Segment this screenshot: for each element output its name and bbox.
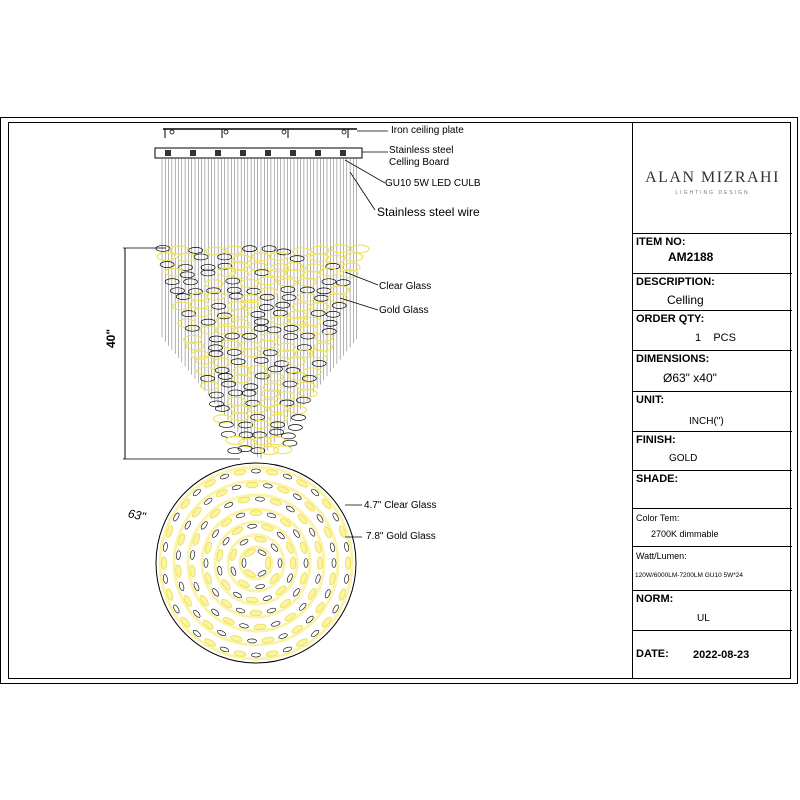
date-label: DATE:: [636, 648, 669, 660]
clear-glass-ring: [212, 303, 226, 309]
clear-glass-ring: [283, 381, 297, 387]
clear-glass-ring: [251, 311, 265, 317]
item-label: ITEM NO:: [636, 236, 686, 248]
clear-glass-ring: [242, 390, 256, 396]
gold-glass-ring: [228, 302, 246, 310]
brand-subtitle: LIGHTING DESIGN: [675, 190, 750, 196]
dimensions-label: DIMENSIONS:: [636, 353, 710, 365]
gold-glass-ring: [258, 277, 276, 285]
clear-glass-ring: [165, 279, 179, 285]
led-bulb: [315, 150, 321, 156]
clear-glass-ring: [288, 424, 302, 430]
led-bulb: [290, 150, 296, 156]
finish-row: [633, 432, 792, 471]
gold-glass-ring: [157, 253, 175, 261]
clear-glass-ring: [201, 270, 215, 276]
gold-glass-label: Gold Glass: [379, 305, 429, 316]
clear-glass-ring: [268, 366, 282, 372]
gold-glass-ring: [300, 326, 318, 334]
watt-value: 120W/6000LM-7200LM GU10 5W*24: [635, 572, 744, 579]
gold-glass-ring: [293, 248, 311, 256]
gold-glass-ring: [311, 303, 329, 311]
clear-glass-ring: [209, 345, 223, 351]
gold-glass-plan: [345, 557, 350, 569]
gold-glass-ring: [287, 358, 305, 366]
gold-glass-ring: [309, 350, 327, 358]
height-dimension-label: 40": [104, 328, 118, 348]
norm-row: [633, 591, 792, 631]
board-label-line2: Celling Board: [389, 157, 450, 168]
led-bulb: [240, 150, 246, 156]
clear-glass-ring: [229, 390, 243, 396]
gold-glass-ring: [251, 420, 269, 428]
gold-glass-ring: [293, 303, 311, 311]
description-label: DESCRIPTION:: [636, 276, 715, 288]
gold-glass-ring: [311, 246, 329, 254]
gold-glass-ring: [303, 317, 321, 325]
clear-glass-ring: [326, 311, 340, 317]
iron-ceiling-plate: [163, 129, 388, 138]
gold-glass-size-label: 7.8" Gold Glass: [366, 531, 436, 542]
norm-label: NORM:: [636, 593, 674, 605]
gold-glass-ring: [345, 253, 363, 261]
clear-glass-ring: [209, 351, 223, 357]
clear-glass-ring: [215, 367, 229, 373]
item-value: AM2188: [668, 250, 714, 264]
gold-glass-plan: [250, 510, 262, 515]
clear-glass-ring: [332, 303, 346, 309]
clear-glass-ring: [227, 287, 241, 293]
gold-glass-ring: [269, 405, 287, 413]
clear-glass-ring: [156, 245, 170, 251]
clear-glass-ring: [207, 288, 221, 294]
clear-glass-ring: [215, 405, 229, 411]
date-row: [633, 631, 792, 679]
gold-glass-ring: [241, 300, 259, 308]
gold-glass-plan: [290, 557, 295, 569]
ceiling-plate-label: Iron ceiling plate: [391, 125, 464, 136]
watt-row: [633, 547, 792, 591]
gold-glass-ring: [201, 382, 219, 390]
clear-glass-ring: [170, 288, 184, 294]
gold-glass-ring: [190, 300, 208, 308]
clear-glass-ring: [276, 302, 290, 308]
clear-glass-ring: [180, 272, 194, 278]
brand-name: ALAN MIZRAHI: [645, 169, 780, 186]
diameter-dimension-label: 63": [126, 506, 147, 524]
finish-label: FINISH:: [636, 434, 676, 446]
finish-value: GOLD: [669, 453, 698, 464]
norm-value: UL: [697, 613, 710, 624]
clear-glass-ring: [259, 304, 273, 310]
gold-glass-ring: [207, 292, 225, 300]
clear-glass-ring: [296, 397, 310, 403]
led-bulb: [190, 150, 196, 156]
clear-glass-ring: [281, 287, 295, 293]
gold-glass-ring: [258, 340, 276, 348]
clear-glass-ring: [194, 254, 208, 260]
color-temp-value: 2700K dimmable: [651, 529, 719, 539]
gold-glass-ring: [177, 253, 195, 261]
qty-label: ORDER QTY:: [636, 313, 705, 325]
gold-glass-plan: [317, 557, 322, 569]
shade-row: [633, 471, 792, 509]
gold-glass-ring: [227, 397, 245, 405]
gold-glass-ring: [326, 255, 344, 263]
clear-glass-ring: [270, 429, 284, 435]
item-row: [633, 234, 792, 274]
clear-glass-ring: [284, 325, 298, 331]
gold-glass-ring: [231, 309, 249, 317]
description-row: [633, 274, 792, 311]
watt-label: Watt/Lumen:: [636, 551, 687, 561]
clear-glass-ring: [201, 376, 215, 382]
clear-glass-ring: [315, 295, 329, 301]
steel-ceiling-board: [155, 148, 388, 210]
gold-glass-plan: [250, 610, 262, 615]
dimensions-row: [633, 351, 792, 392]
gold-glass-ring: [297, 293, 315, 301]
clear-glass-ring: [247, 288, 261, 294]
qty-row: [633, 311, 792, 351]
gold-glass-plan: [246, 482, 258, 488]
clear-glass-ring: [263, 350, 277, 356]
clear-glass-ring: [312, 360, 326, 366]
gold-glass-ring: [271, 316, 289, 324]
clear-glass-ring: [292, 415, 306, 421]
gold-glass-plan: [265, 557, 270, 569]
led-bulb: [340, 150, 346, 156]
gold-glass-plan: [161, 557, 166, 569]
date-value: 2022-08-23: [693, 649, 750, 661]
gold-glass-ring: [197, 367, 215, 375]
board-label-line1: Stainless steel: [389, 145, 454, 156]
led-label: GU10 5W LED CULB: [385, 178, 481, 189]
clear-glass-ring: [244, 384, 258, 390]
wire-label: Stainless steel wire: [377, 205, 480, 219]
gold-glass-ring: [191, 351, 209, 359]
unit-label: UNIT:: [636, 394, 665, 406]
gold-glass-ring: [274, 446, 292, 454]
description-value: Celling: [667, 293, 704, 307]
title-block: [632, 122, 791, 679]
gold-glass-ring: [270, 252, 288, 260]
gold-glass-ring: [267, 436, 285, 444]
gold-glass-ring: [310, 254, 328, 262]
gold-glass-ring: [269, 414, 287, 422]
gold-glass-plan: [254, 624, 266, 630]
shade-label: SHADE:: [636, 473, 679, 485]
unit-value: INCH("): [689, 416, 724, 427]
plan-view: [156, 463, 356, 663]
clear-glass-ring: [255, 373, 269, 379]
clear-glass-ring: [184, 279, 198, 285]
clear-glass-ring: [260, 294, 274, 300]
clear-glass-ring: [255, 319, 269, 325]
clear-glass-ring: [218, 373, 232, 379]
brand-logo: [633, 122, 792, 234]
clear-glass-ring: [225, 333, 239, 339]
led-bulb: [215, 150, 221, 156]
clear-glass-label: Clear Glass: [379, 281, 432, 292]
clear-glass-ring: [222, 381, 236, 387]
gold-glass-ring: [213, 358, 231, 366]
color-temp-row: [633, 509, 792, 547]
clear-glass-ring: [227, 349, 241, 355]
qty-value: 1 PCS: [695, 332, 736, 344]
clear-glass-ring: [336, 280, 350, 286]
clear-glass-ring: [311, 310, 325, 316]
color-temp-label: Color Tem:: [636, 513, 680, 523]
clear-glass-ring: [273, 310, 287, 316]
led-bulb: [165, 150, 171, 156]
clear-glass-ring: [189, 247, 203, 253]
gold-glass-ring: [240, 341, 258, 349]
dimensions-value: Ø63" x40": [663, 371, 717, 385]
unit-row: [633, 392, 792, 432]
led-bulb: [265, 150, 271, 156]
clear-glass-size-label: 4.7" Clear Glass: [364, 500, 437, 511]
clear-glass-ring: [231, 359, 245, 365]
gold-glass-ring: [205, 280, 223, 288]
gold-glass-ring: [241, 280, 259, 288]
